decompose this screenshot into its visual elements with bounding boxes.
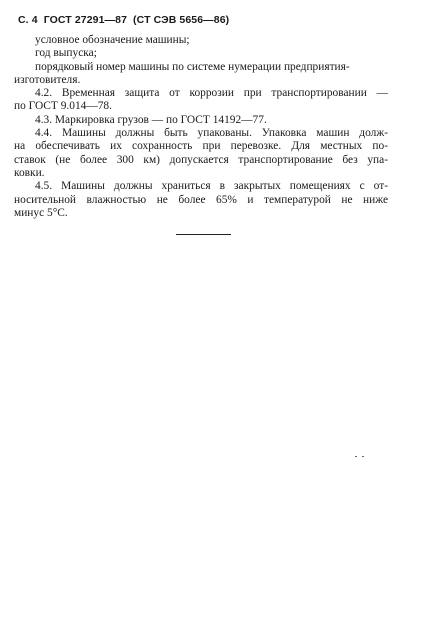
text-line: условное обозначение машины; — [35, 34, 190, 46]
scan-speck — [355, 456, 357, 457]
text-line: ковки. — [14, 166, 45, 179]
text-line: изготовителя. — [14, 73, 81, 86]
standard-number: ГОСТ 27291—87 — [43, 14, 128, 26]
scan-speck — [362, 456, 364, 457]
text-line: носительной влажностью не более 65% и температурой не ниже — [14, 193, 388, 206]
page-header — [18, 14, 232, 26]
text-line: 4.5. Машины должны храниться в закрытых помещениях с от- — [35, 180, 388, 193]
text-line: 4.4. Машины должны быть упакованы. Упаковка машин долж- — [35, 127, 388, 140]
section-divider — [176, 234, 231, 235]
page-number: С. 4 — [18, 14, 38, 26]
text-line: 4.2. Временная защита от коррозии при транспортировании — — [35, 87, 388, 100]
text-line: 4.3. Маркировка грузов — по ГОСТ 14192—77. — [35, 113, 267, 126]
text-line: ставок (не более 300 км) допускается транспортирование без упа- — [14, 153, 388, 166]
related-standard: (СТ СЭВ 5656—86) — [133, 14, 230, 26]
document-body — [14, 34, 388, 220]
text-line: по ГОСТ 9.014—78. — [14, 100, 112, 113]
text-line: минус 5°С. — [14, 206, 68, 219]
text-line: порядковый номер машины по системе нумерации предприятия- — [35, 60, 350, 73]
text-line: год выпуска; — [35, 47, 97, 60]
text-line: на обеспечивать их сохранность при перевозке. Для местных по- — [14, 140, 388, 153]
